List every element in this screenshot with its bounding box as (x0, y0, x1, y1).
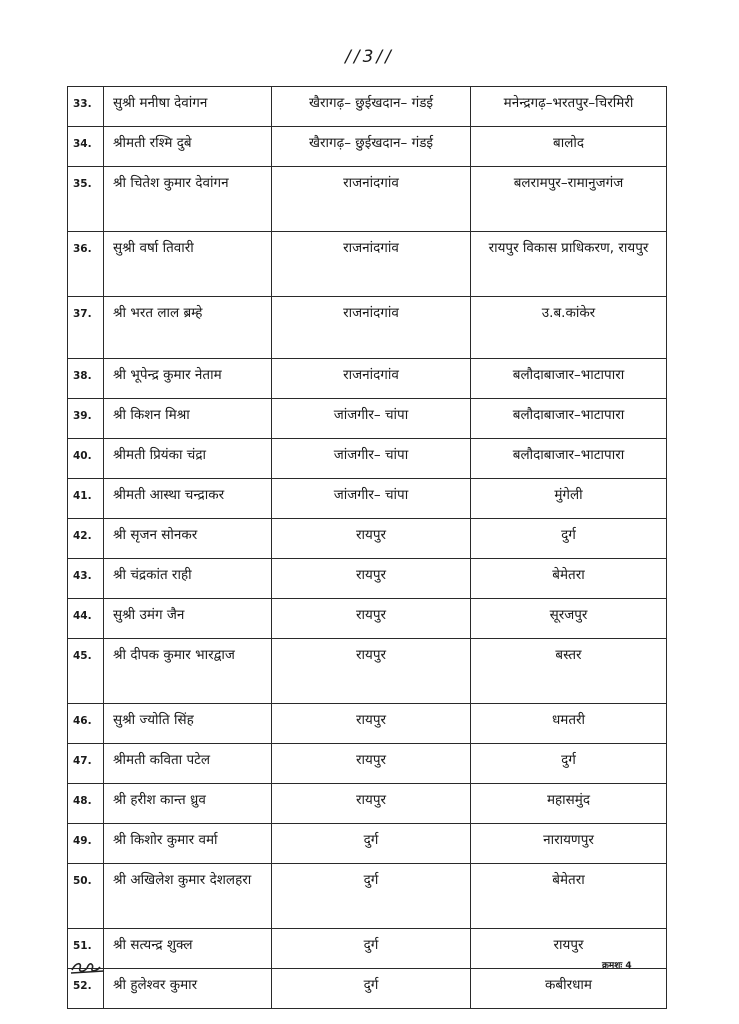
table-row (68, 167, 667, 232)
officer-name: श्रीमती रश्मि दुबे (104, 127, 272, 167)
table-row (68, 439, 667, 479)
new-posting: बलौदाबाजार–भाटापारा (471, 359, 667, 399)
officer-name: श्री किशोर कुमार वर्मा (104, 824, 272, 864)
current-posting: रायपुर (272, 704, 471, 744)
new-posting: बलौदाबाजार–भाटापारा (471, 399, 667, 439)
officer-name: श्रीमती आस्था चन्द्राकर (104, 479, 272, 519)
current-posting: राजनांदगांव (272, 167, 471, 232)
table-row (68, 744, 667, 784)
serial-number: 49. (68, 824, 104, 864)
new-posting: महासमुंद (471, 784, 667, 824)
current-posting: दुर्ग (272, 864, 471, 929)
officer-name: श्री भूपेन्द्र कुमार नेताम (104, 359, 272, 399)
current-posting: जांजगीर– चांपा (272, 479, 471, 519)
serial-number: 37. (68, 297, 104, 359)
serial-number: 38. (68, 359, 104, 399)
table-row (68, 559, 667, 599)
officer-name: श्रीमती कविता पटेल (104, 744, 272, 784)
officer-name: श्री सत्यन्द्र शुक्ल (104, 929, 272, 969)
current-posting: राजनांदगांव (272, 232, 471, 297)
new-posting: कबीरधाम (471, 969, 667, 1009)
officer-name: सुश्री वर्षा तिवारी (104, 232, 272, 297)
current-posting: खैरागढ़– छुईखदान– गंडई (272, 127, 471, 167)
table-row (68, 824, 667, 864)
table-row (68, 87, 667, 127)
table-row (68, 929, 667, 969)
current-posting: दुर्ग (272, 824, 471, 864)
table-row (68, 359, 667, 399)
new-posting: बेमेतरा (471, 559, 667, 599)
serial-number: 50. (68, 864, 104, 929)
serial-number: 39. (68, 399, 104, 439)
current-posting: खैरागढ़– छुईखदान– गंडई (272, 87, 471, 127)
serial-number: 36. (68, 232, 104, 297)
officer-name: श्री अखिलेश कुमार देशलहरा (104, 864, 272, 929)
new-posting: दुर्ग (471, 744, 667, 784)
new-posting: बस्तर (471, 639, 667, 704)
new-posting: बेमेतरा (471, 864, 667, 929)
serial-number: 41. (68, 479, 104, 519)
page-number: //3// (345, 47, 394, 67)
table-row (68, 969, 667, 1009)
serial-number: 33. (68, 87, 104, 127)
current-posting: जांजगीर– चांपा (272, 439, 471, 479)
new-posting: मुंगेली (471, 479, 667, 519)
table-row (68, 127, 667, 167)
table-row (68, 784, 667, 824)
current-posting: दुर्ग (272, 929, 471, 969)
current-posting: रायपुर (272, 559, 471, 599)
new-posting: बलौदाबाजार–भाटापारा (471, 439, 667, 479)
officer-name: श्री किशन मिश्रा (104, 399, 272, 439)
officer-name: सुश्री मनीषा देवांगन (104, 87, 272, 127)
serial-number: 46. (68, 704, 104, 744)
table-row (68, 704, 667, 744)
table-row (68, 399, 667, 439)
transfer-table (67, 86, 666, 1009)
serial-number: 42. (68, 519, 104, 559)
new-posting: बलरामपुर–रामानुजगंज (471, 167, 667, 232)
serial-number: 52. (68, 969, 104, 1009)
officer-name: श्रीमती प्रियंका चंद्रा (104, 439, 272, 479)
current-posting: रायपुर (272, 599, 471, 639)
new-posting: दुर्ग (471, 519, 667, 559)
current-posting: रायपुर (272, 744, 471, 784)
table-row (68, 519, 667, 559)
serial-number: 48. (68, 784, 104, 824)
serial-number: 45. (68, 639, 104, 704)
serial-number: 43. (68, 559, 104, 599)
new-posting: रायपुर विकास प्राधिकरण, रायपुर (471, 232, 667, 297)
new-posting: नारायणपुर (471, 824, 667, 864)
officer-name: श्री भरत लाल ब्रम्हे (104, 297, 272, 359)
table-row (68, 479, 667, 519)
table-row (68, 864, 667, 929)
officer-name: श्री सृजन सोनकर (104, 519, 272, 559)
current-posting: रायपुर (272, 784, 471, 824)
serial-number: 47. (68, 744, 104, 784)
table-row (68, 599, 667, 639)
new-posting: उ.ब.कांकेर (471, 297, 667, 359)
officer-name: श्री हुलेश्वर कुमार (104, 969, 272, 1009)
initials-signature (70, 958, 106, 976)
table-row (68, 639, 667, 704)
officer-name: श्री दीपक कुमार भारद्वाज (104, 639, 272, 704)
table-row (68, 232, 667, 297)
new-posting: धमतरी (471, 704, 667, 744)
current-posting: राजनांदगांव (272, 359, 471, 399)
officer-name: श्री चंद्रकांत राही (104, 559, 272, 599)
table-row (68, 297, 667, 359)
officer-name: श्री हरीश कान्त ध्रुव (104, 784, 272, 824)
officer-name: सुश्री ज्योति सिंह (104, 704, 272, 744)
current-posting: रायपुर (272, 639, 471, 704)
officer-name: श्री चितेश कुमार देवांगन (104, 167, 272, 232)
officer-name: सुश्री उमंग जैन (104, 599, 272, 639)
serial-number: 40. (68, 439, 104, 479)
new-posting: रायपुर (471, 929, 667, 969)
current-posting: रायपुर (272, 519, 471, 559)
continued-note: क्रमशः 4 (602, 961, 632, 971)
current-posting: जांजगीर– चांपा (272, 399, 471, 439)
serial-number: 35. (68, 167, 104, 232)
new-posting: बालोद (471, 127, 667, 167)
current-posting: राजनांदगांव (272, 297, 471, 359)
serial-number: 44. (68, 599, 104, 639)
new-posting: सूरजपुर (471, 599, 667, 639)
serial-number: 34. (68, 127, 104, 167)
current-posting: दुर्ग (272, 969, 471, 1009)
new-posting: मनेन्द्रगढ़–भरतपुर–चिरमिरी (471, 87, 667, 127)
serial-number: 51. (68, 929, 104, 969)
